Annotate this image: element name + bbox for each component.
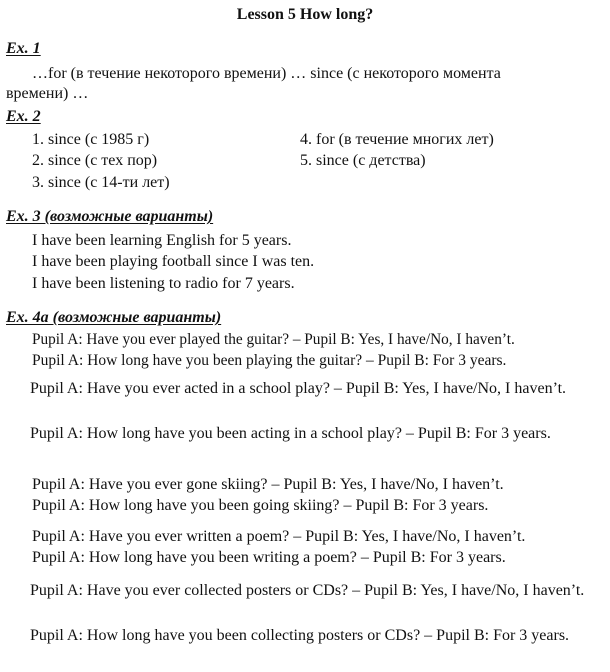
dialogue-paragraph: Pupil A: How long have you been acting in a school play? – Pupil B: For 3 years. <box>30 425 551 442</box>
ex3-line: I have been listening to radio for 7 years. <box>32 275 295 292</box>
dialogue-paragraph: Pupil A: Have you ever collected posters or CDs? – Pupil B: Yes, I have/No, I haven’t. <box>30 582 585 599</box>
ex1-line: …for (в течение некоторого времени) … since (с некоторого момента <box>32 65 501 82</box>
dialogue-line: Pupil A: How long have you been playing the guitar? – Pupil B: For 3 years. <box>32 352 507 369</box>
ex4a-heading: Ex. 4a (возможные варианты) <box>6 309 222 326</box>
dialogue-paragraph: Pupil A: How long have you been collecting posters or CDs? – Pupil B: For 3 years. <box>30 627 570 644</box>
ex1-line: времени) … <box>6 85 89 102</box>
ex1-heading: Ex. 1 <box>6 40 41 57</box>
dialogue-line: Pupil A: How long have you been going skiing? – Pupil B: For 3 years. <box>32 497 489 514</box>
ex3-line: I have been playing football since I was ten. <box>32 253 315 270</box>
dialogue-line: Pupil A: Have you ever played the guitar? – Pupil B: Yes, I have/No, I haven’t. <box>32 331 515 348</box>
ex2-item: 3. since (с 14-ти лет) <box>32 174 170 191</box>
page-title: Lesson 5 How long? <box>236 6 374 23</box>
ex2-heading: Ex. 2 <box>6 108 41 125</box>
ex3-line: I have been learning English for 5 years. <box>32 232 292 249</box>
ex2-item: 1. since (с 1985 г) <box>32 131 150 148</box>
ex3-heading: Ex. 3 (возможные варианты) <box>6 208 214 225</box>
ex2-item: 4. for (в течение многих лет) <box>300 131 494 148</box>
dialogue-line: Pupil A: How long have you been writing a poem? – Pupil B: For 3 years. <box>32 549 506 566</box>
ex2-item: 5. since (с детства) <box>300 152 426 169</box>
dialogue-line: Pupil A: Have you ever written a poem? – Pupil B: Yes, I have/No, I haven’t. <box>32 528 526 545</box>
ex2-item: 2. since (с тех пор) <box>32 152 158 169</box>
dialogue-line: Pupil A: Have you ever gone skiing? – Pupil B: Yes, I have/No, I haven’t. <box>32 476 504 493</box>
dialogue-paragraph: Pupil A: Have you ever acted in a school play? – Pupil B: Yes, I have/No, I haven’t. <box>30 380 567 397</box>
